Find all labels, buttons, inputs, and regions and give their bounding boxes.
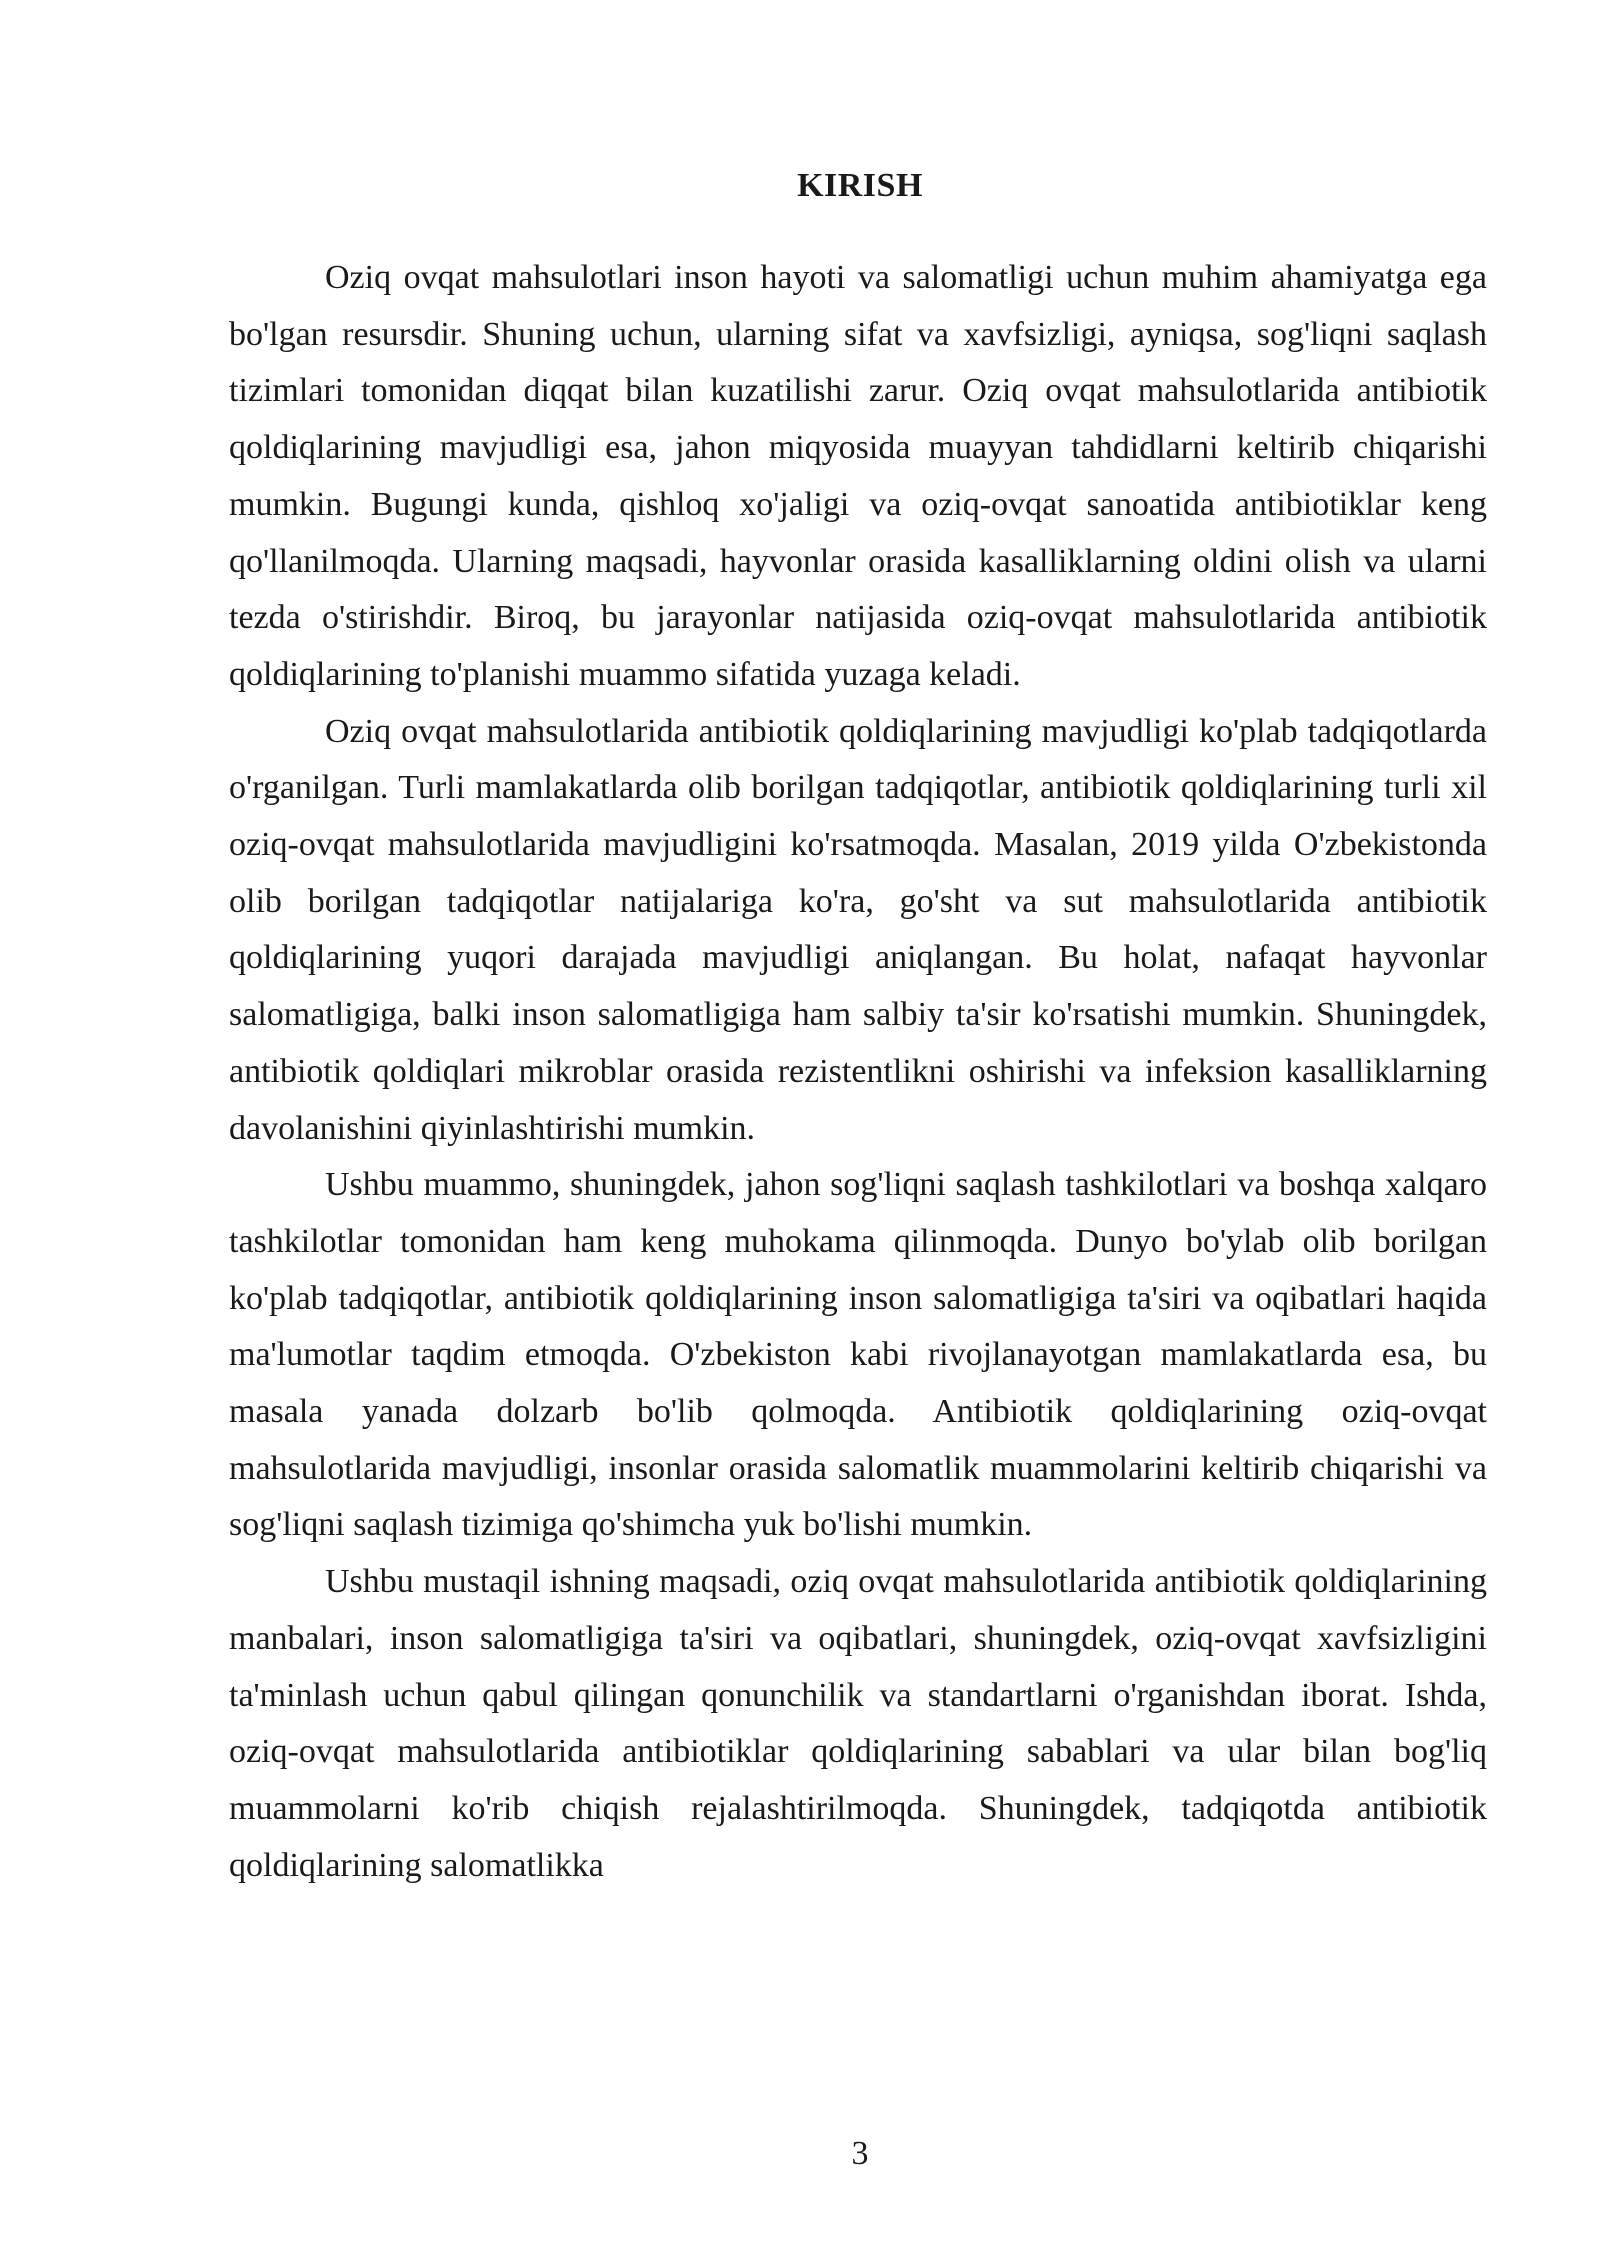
paragraph-4: Ushbu mustaqil ishning maqsadi, oziq ovqat mahsulotlarida antibiotik qoldiqlarining manbalari, inson salomatligiga ta'siri va oqibatlari, shuningdek, oziq-ovqat xavfsizligini ta'minlash uchun qabul qilingan qonunchilik va standartlarni o'rganishdan iborat. Ishda, oziq-ovqat mahsulotlarida antibiotiklar qoldiqlarining sabablari va ular bilan bog'liq muammolarni ko'rib chiqish rejalashtirilmoqda. Shuningdek, tadqiqotda antibiotik qoldiqlarining salomatlikka xyxy=(229,1563,1487,1884)
paragraph-3: Ushbu muammo, shuningdek, jahon sog'liqni saqlash tashkilotlari va boshqa xalqaro tashkilotlar tomonidan ham keng muhokama qilinmoqda. Dunyo bo'ylab olib borilgan ko'plab tadqiqotlar, antibiotik qoldiqlarining inson salomatligiga ta'siri va oqibatlari haqida ma'lumotlar taqdim etmoqda. O'zbekiston kabi rivojlanayotgan mamlakatlarda esa, bu masala yanada dolzarb bo'lib qolmoqda. Antibiotik qoldiqlarining oziq-ovqat mahsulotlarida mavjudligi, insonlar orasida salomatlik muammolarini keltirib chiqarishi va sog'liqni saqlash tizimiga qo'shimcha yuk bo'lishi mumkin. xyxy=(229,1166,1487,1544)
paragraph-2: Oziq ovqat mahsulotlarida antibiotik qoldiqlarining mavjudligi ko'plab tadqiqotlarda o'rganilgan. Turli mamlakatlarda olib borilgan tadqiqotlar, antibiotik qoldiqlarining turli xil oziq-ovqat mahsulotlarida mavjudligini ko'rsatmoqda. Masalan, 2019 yilda O'zbekistonda olib borilgan tadqiqotlar natijalariga ko'ra, go'sht va sut mahsulotlarida antibiotik qoldiqlarining yuqori darajada mavjudligi aniqlangan. Bu holat, nafaqat hayvonlar salomatligiga, balki inson salomatligiga ham salbiy ta'sir ko'rsatishi mumkin. Shuningdek, antibiotik qoldiqlari mikroblar orasida rezistentlikni oshirishi va infeksion kasalliklarning davolanishini qiyinlashtirishi mumkin. xyxy=(229,712,1487,1147)
paragraph-1: Oziq ovqat mahsulotlari inson hayoti va salomatligi uchun muhim ahamiyatga ega bo'lgan resursdir. Shuning uchun, ularning sifat va xavfsizligi, ayniqsa, sog'liqni saqlash tizimlari tomonidan diqqat bilan kuzatilishi zarur. Oziq ovqat mahsulotlarida antibiotik qoldiqlarining mavjudligi esa, jahon miqyosida muayyan tahdidlarni keltirib chiqarishi mumkin. Bugungi kunda, qishloq xo'jaligi va oziq-ovqat sanoatida antibiotiklar keng qo'llanilmoqda. Ularning maqsadi, hayvonlar orasida kasalliklarning oldini olish va ularni tezda o'stirishdir. Biroq, bu jarayonlar natijasida oziq-ovqat mahsulotlarida antibiotik qoldiqlarining to'planishi muammo sifatida yuzaga keladi. xyxy=(229,259,1487,693)
page-number: 3 xyxy=(851,2135,869,2172)
section-title: KIRISH xyxy=(797,167,923,204)
body-text xyxy=(229,250,1487,1894)
